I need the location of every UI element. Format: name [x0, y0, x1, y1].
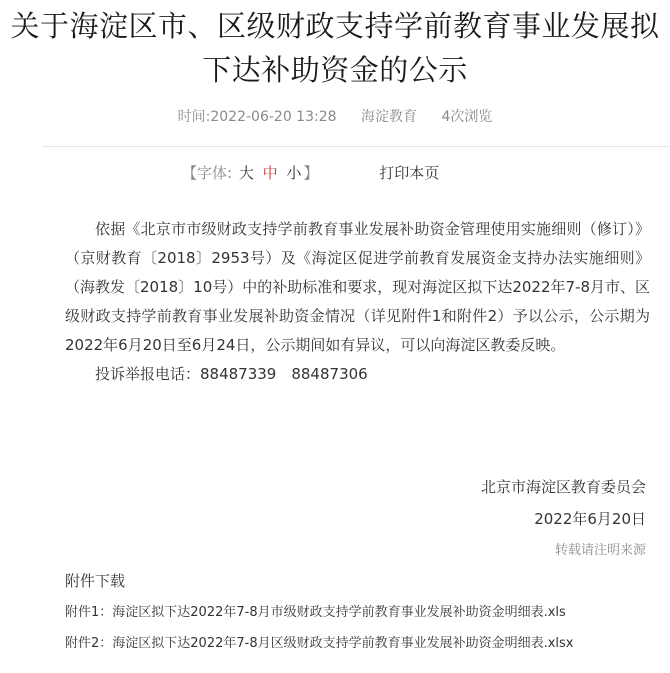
publish-time: 2022-06-20 13:28	[210, 109, 337, 125]
toolbar-bracket-close: 】	[303, 164, 319, 182]
reprint-note: 转载请注明来源	[554, 543, 646, 558]
toolbar-bracket-open: 【	[182, 164, 198, 182]
font-size-large-button[interactable]: 大	[238, 164, 254, 182]
attachment-link-1[interactable]: 附件1：海淀区拟下达2022年7-8月市级财政支持学前教育事业发展补助资金明细表.xls	[65, 605, 566, 620]
publish-time-label: 时间:	[177, 109, 211, 125]
attachments-title: 附件下载	[65, 572, 126, 590]
article-meta	[0, 106, 670, 128]
print-page-button[interactable]: 打印本页	[379, 164, 440, 182]
font-size-medium-button[interactable]: 中	[262, 164, 278, 182]
article-title	[0, 0, 670, 92]
signature-org: 北京市海淀区教育委员会	[480, 478, 646, 496]
attachment-link-2[interactable]: 附件2：海淀区拟下达2022年7-8月区级财政支持学前教育事业发展补助资金明细表.xlsx	[65, 636, 574, 651]
font-size-label: 字体:	[197, 164, 233, 182]
font-size-small-button[interactable]: 小	[286, 164, 302, 182]
article-source: 海淀教育	[360, 109, 417, 125]
article-title-line-1: 关于海淀区市、区级财政支持学前教育事业发展拟	[10, 9, 660, 43]
view-count: 4次浏览	[441, 109, 493, 125]
signature-date: 2022年6月20日	[534, 510, 646, 528]
complaint-phone: 投诉举报电话：88487339 88487306	[95, 365, 368, 383]
font-toolbar	[182, 162, 439, 184]
article-body	[65, 215, 650, 389]
header-divider	[42, 146, 670, 147]
article-title-line-2: 下达补助资金的公示	[202, 53, 468, 87]
body-paragraph-1: 依据《北京市市级财政支持学前教育事业发展补助资金管理使用实施细则（修订）》（京财教育〔2018〕2953号）及《海淀区促进学前教育发展资金支持办法实施细则》（海教发〔2018〕10号）中的补助标准和要求，现对海淀区拟下达2022年7-8月市、区级财政支持学前教育事业发展补助资金情况（详见附件1和附件2）予以公示，公示期为2022年6月20日至6月24日，公示期间如有异议，可以向海淀区教委反映。	[65, 220, 650, 354]
